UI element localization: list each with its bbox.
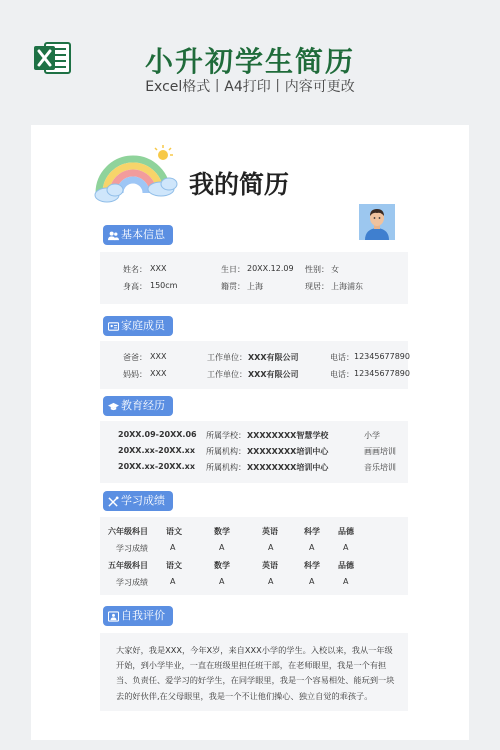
section-tag-label: 自我评价 <box>121 609 165 622</box>
grade-cell: A <box>268 543 274 552</box>
edu-label: 所属机构： <box>206 463 246 472</box>
edu-type: 小学 <box>364 431 380 440</box>
grade-cell: A <box>170 577 176 586</box>
grade-cell: 英语 <box>262 561 278 570</box>
family-relation: 爸爸： <box>123 353 147 362</box>
grade-cell: 品德 <box>338 561 354 570</box>
grade-cell: 五年级科目 <box>108 561 148 570</box>
birth-label: 生日： <box>221 265 245 274</box>
resume-sheet <box>31 125 469 740</box>
grade-cell: 数学 <box>214 527 230 536</box>
section-tag-family <box>103 316 173 336</box>
graduation-cap-icon <box>108 401 119 412</box>
family-phone: 12345677890 <box>354 369 410 378</box>
banner-subtitle: Excel格式丨A4打印丨内容可更改 <box>145 79 355 95</box>
name-label: 姓名： <box>123 265 147 274</box>
person-card-icon <box>108 611 119 622</box>
section-tag-label: 学习成绩 <box>121 494 165 507</box>
id-card-icon <box>108 321 119 332</box>
section-tag-basic <box>103 225 173 245</box>
self-evaluation-text: 大家好，我是XXX，今年X岁，来自XXX小学的学生。入校以来，我从一年级开始，到小学毕业，一直在班级里担任班干部，在老师眼里，我是一个有担当、负责任、爱学习的好学生，在同学眼里，我是一个容易相处、能玩到一块去的好伙伴,在父母眼里，我是一个不让他们操心、独立自觉的乖孩子。 <box>116 645 395 701</box>
banner-title: 小升初学生简历 <box>144 45 355 78</box>
family-relation: 妈妈： <box>123 370 147 379</box>
family-name: XXX <box>150 352 167 361</box>
edu-label: 所属学校： <box>206 431 246 440</box>
grade-cell: A <box>309 577 315 586</box>
edu-label: 所属机构： <box>206 447 246 456</box>
height-label: 身高： <box>123 282 147 291</box>
family-work-label: 工作单位： <box>207 370 247 379</box>
section-tag-education <box>103 396 173 416</box>
tools-icon <box>108 496 119 507</box>
family-work-label: 工作单位： <box>207 353 247 362</box>
avatar <box>359 204 395 240</box>
section-tag-label: 家庭成员 <box>121 319 165 332</box>
grade-cell: 语文 <box>166 561 182 570</box>
panel-grades <box>100 517 408 595</box>
grade-cell: 英语 <box>262 527 278 536</box>
gender-value: 女 <box>331 265 339 274</box>
grade-cell: A <box>219 577 225 586</box>
grade-cell: A <box>268 577 274 586</box>
grade-cell: 六年级科目 <box>108 527 148 536</box>
grade-cell: A <box>343 577 349 586</box>
edu-school: XXXXXXXX培训中心 <box>247 447 329 456</box>
edu-period: 20XX.09-20XX.06 <box>118 430 197 439</box>
family-phone: 12345677890 <box>354 352 410 361</box>
origin-label: 籍贯： <box>221 282 245 291</box>
panel-family <box>100 341 408 389</box>
panel-self <box>100 633 408 711</box>
grade-cell: 品德 <box>338 527 354 536</box>
address-value: 上海浦东 <box>331 282 363 291</box>
edu-period: 20XX.xx-20XX.xx <box>118 462 195 471</box>
family-work: XXX有限公司 <box>248 353 299 362</box>
name-value: XXX <box>150 264 167 273</box>
resume-title: 我的简历 <box>189 170 290 199</box>
birth-value: 20XX.12.09 <box>247 264 294 273</box>
grade-cell: A <box>170 543 176 552</box>
panel-basic <box>100 252 408 304</box>
grade-cell: A <box>343 543 349 552</box>
edu-type: 音乐培训 <box>364 463 396 472</box>
edu-school: XXXXXXXX智慧学校 <box>247 431 329 440</box>
origin-value: 上海 <box>247 282 263 291</box>
grade-cell: A <box>309 543 315 552</box>
banner <box>0 0 500 110</box>
family-name: XXX <box>150 369 167 378</box>
panel-education <box>100 421 408 483</box>
gender-label: 性别： <box>305 265 329 274</box>
grade-cell: 科学 <box>304 527 320 536</box>
grade-cell: 语文 <box>166 527 182 536</box>
family-phone-label: 电话： <box>330 370 354 379</box>
grade-cell: 数学 <box>214 561 230 570</box>
section-tag-grades <box>103 491 173 511</box>
section-tag-label: 教育经历 <box>121 399 165 412</box>
family-phone-label: 电话： <box>330 353 354 362</box>
edu-period: 20XX.xx-20XX.xx <box>118 446 195 455</box>
edu-school: XXXXXXXX培训中心 <box>247 463 329 472</box>
grade-cell: 学习成绩 <box>116 578 148 587</box>
edu-type: 画画培训 <box>364 447 396 456</box>
grade-cell: A <box>219 543 225 552</box>
height-value: 150cm <box>150 281 178 290</box>
section-tag-self <box>103 606 173 626</box>
grade-cell: 科学 <box>304 561 320 570</box>
section-tag-label: 基本信息 <box>121 228 165 241</box>
rainbow-icon <box>91 143 183 205</box>
users-icon <box>108 230 119 241</box>
grade-cell: 学习成绩 <box>116 544 148 553</box>
family-work: XXX有限公司 <box>248 370 299 379</box>
address-label: 现居： <box>305 282 329 291</box>
